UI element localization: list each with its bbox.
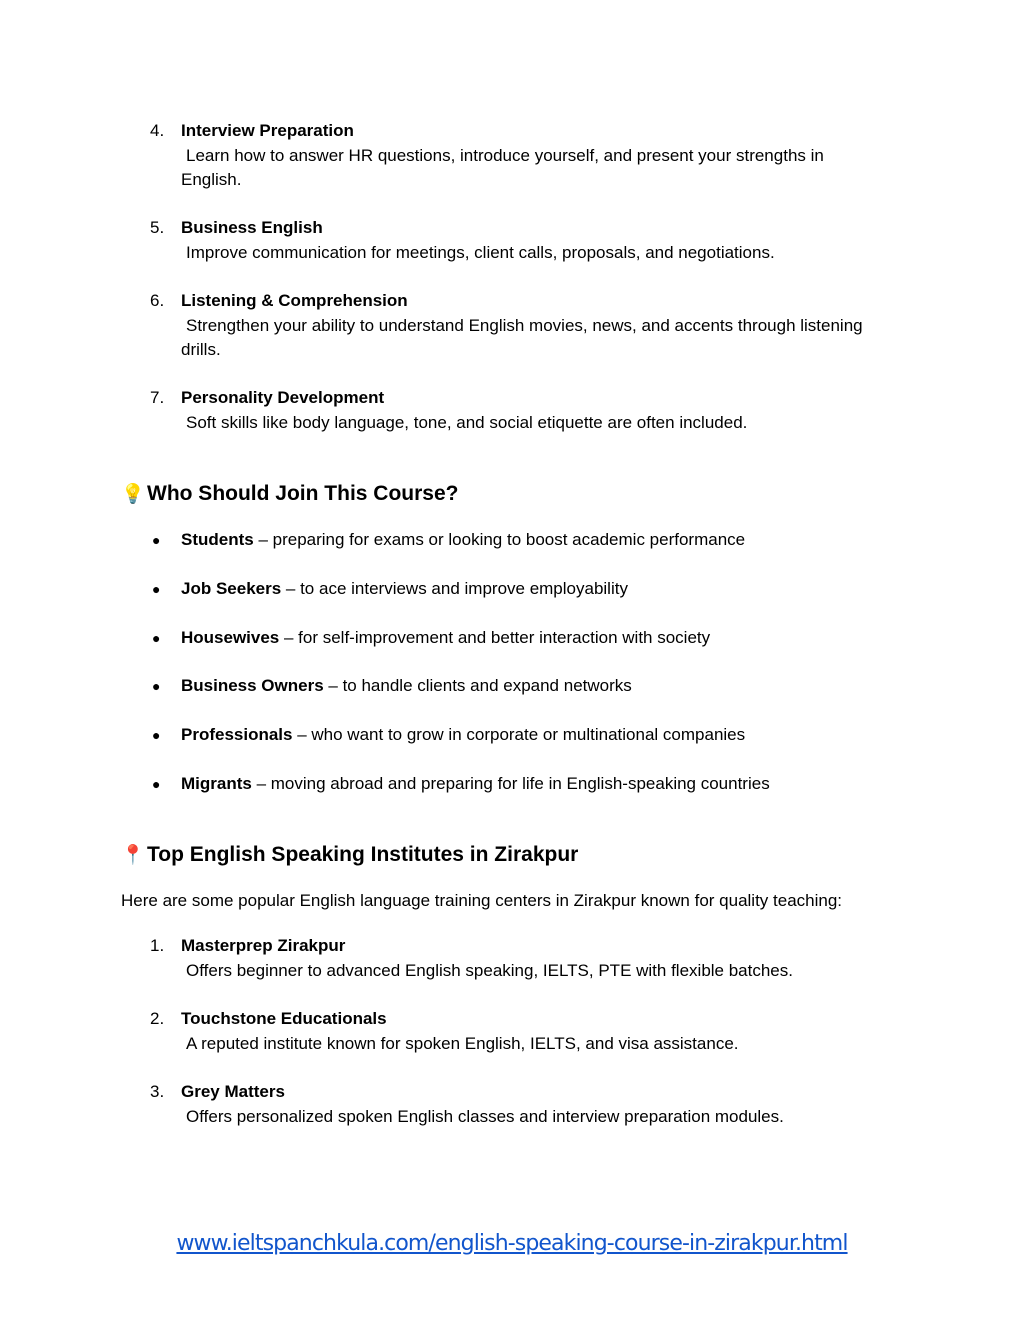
bullet-icon: ● [152, 678, 161, 694]
item-title: Interview Preparation [181, 121, 354, 140]
list-number: 4. [150, 121, 165, 140]
heading-text: Top English Speaking Institutes in Zirakpur [147, 843, 579, 866]
bullet-term: Job Seekers [181, 579, 282, 598]
list-item [181, 289, 886, 363]
bullet-item [181, 626, 710, 651]
list-item [181, 1080, 886, 1129]
bullet-text: – moving abroad and preparing for life in English-speaking countries [251, 774, 770, 793]
item-description: Offers beginner to advanced English speaking, IELTS, PTE with flexible batches. [186, 960, 793, 980]
item-title: Touchstone Educationals [181, 1009, 387, 1028]
list-number: 5. [150, 218, 165, 237]
intro-paragraph: Here are some popular English language training centers in Zirakpur known for quality teaching: [121, 891, 843, 910]
item-title: Masterprep Zirakpur [181, 936, 346, 955]
bullet-term: Professionals [181, 725, 293, 744]
bullet-icon: ● [152, 532, 161, 548]
bullet-icon: ● [152, 776, 161, 792]
list-item [181, 386, 886, 435]
bullet-icon: ● [152, 581, 161, 597]
bullet-term: Business Owners [181, 676, 324, 695]
bullet-item [181, 577, 628, 602]
item-title: Business English [181, 218, 323, 237]
item-title: Personality Development [181, 388, 385, 407]
bullet-text: – to ace interviews and improve employability [281, 579, 628, 598]
list-number: 1. [150, 936, 165, 955]
list-item [181, 934, 886, 983]
bullet-item [181, 723, 745, 748]
list-item [181, 1007, 886, 1056]
list-number: 6. [150, 291, 165, 310]
section-heading [121, 841, 578, 870]
bullet-text: – for self-improvement and better interaction with society [279, 628, 711, 647]
item-description: Strengthen your ability to understand English movies, news, and accents through listening drills. [181, 315, 863, 359]
bullet-icon: ● [152, 727, 161, 743]
item-title: Listening & Comprehension [181, 291, 408, 310]
item-description: A reputed institute known for spoken English, IELTS, and visa assistance. [186, 1033, 739, 1053]
list-number: 2. [150, 1009, 165, 1028]
list-item [181, 119, 886, 193]
bullet-term: Migrants [181, 774, 252, 793]
section-heading [121, 480, 458, 509]
bullet-text: – preparing for exams or looking to boost academic performance [253, 530, 746, 549]
list-item [181, 216, 886, 265]
item-title: Grey Matters [181, 1082, 285, 1101]
bullet-text: – who want to grow in corporate or multinational companies [292, 725, 746, 744]
bullet-text: – to handle clients and expand networks [323, 676, 632, 695]
bullet-term: Students [181, 530, 254, 549]
pin-icon: 📍 [121, 845, 145, 866]
footer-link[interactable]: www.ieltspanchkula.com/english-speaking-course-in-zirakpur.html [176, 1231, 848, 1256]
bullet-item [181, 528, 745, 553]
heading-text: Who Should Join This Course? [147, 482, 459, 505]
list-number: 3. [150, 1082, 165, 1101]
bullet-icon: ● [152, 630, 161, 646]
bullet-item [181, 772, 770, 797]
item-description: Soft skills like body language, tone, and social etiquette are often included. [186, 412, 748, 432]
lightbulb-icon: 💡 [121, 484, 145, 505]
bullet-item [181, 674, 632, 699]
list-number: 7. [150, 388, 165, 407]
item-description: Offers personalized spoken English classes and interview preparation modules. [186, 1106, 784, 1126]
bullet-term: Housewives [181, 628, 280, 647]
item-description: Improve communication for meetings, client calls, proposals, and negotiations. [186, 242, 775, 262]
item-description: Learn how to answer HR questions, introduce yourself, and present your strengths in English. [181, 145, 824, 189]
